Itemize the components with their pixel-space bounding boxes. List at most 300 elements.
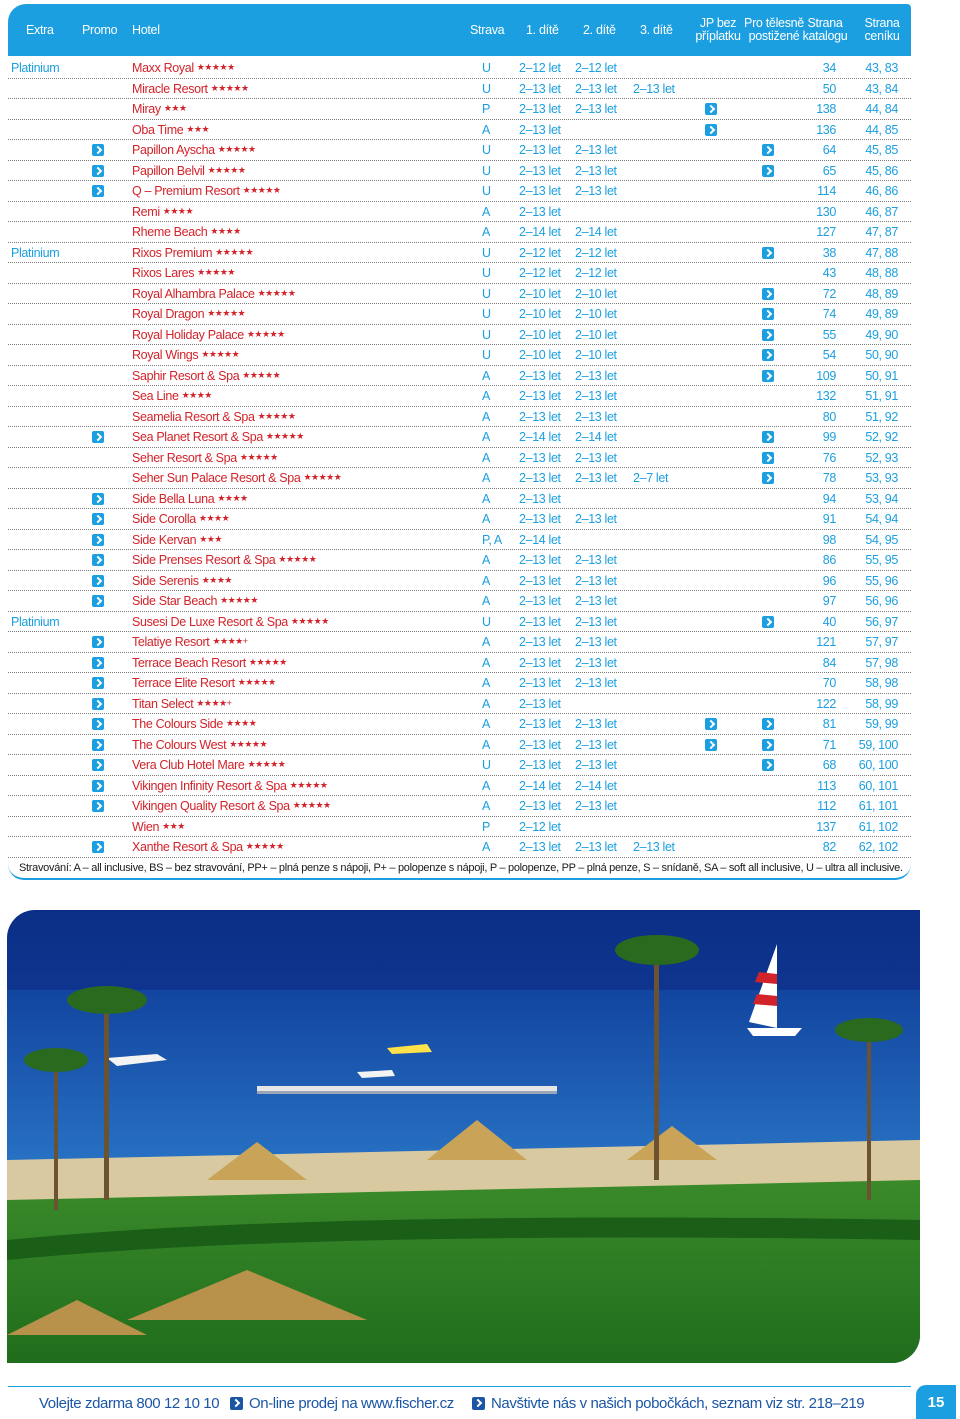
promo-arrow-icon <box>92 144 104 156</box>
catalog-page-ref[interactable]: 55 <box>822 327 836 342</box>
accessible-arrow-icon <box>762 718 774 730</box>
pricelist-page-ref[interactable]: 50, 91 <box>865 368 898 383</box>
accessible-arrow-icon <box>762 247 774 259</box>
promo-cell[interactable] <box>92 780 104 795</box>
catalog-page-ref[interactable]: 109 <box>816 368 836 383</box>
catalog-page-ref[interactable]: 81 <box>822 717 836 731</box>
pricelist-page-ref[interactable]: 54, 94 <box>865 512 898 526</box>
hotel-name[interactable] <box>132 451 278 466</box>
pricelist-page-ref[interactable]: 43, 84 <box>865 81 898 96</box>
hotel-name[interactable] <box>132 656 287 671</box>
promo-cell[interactable] <box>92 185 104 200</box>
child2-age: 2–13 let <box>575 614 617 629</box>
meal-plan: A <box>482 450 490 465</box>
hotel-name-text: Side Bella Luna <box>132 491 215 506</box>
table-row <box>8 202 911 223</box>
hotel-name[interactable] <box>132 266 235 281</box>
catalog-page-ref[interactable]: 40 <box>822 614 836 629</box>
hotel-name[interactable] <box>132 164 245 179</box>
pricelist-page-ref[interactable]: 59, 99 <box>865 717 898 731</box>
table-row <box>8 755 911 776</box>
header-child3: 3. dítě <box>640 22 673 37</box>
hotel-name[interactable] <box>132 820 185 835</box>
hotel-name[interactable] <box>132 307 245 322</box>
jp-no-surcharge <box>705 718 717 733</box>
hotel-name[interactable] <box>132 779 327 794</box>
star-rating: ★★★★★ <box>242 369 281 380</box>
child2-age: 2–13 let <box>575 409 617 424</box>
child1-age: 2–13 let <box>519 553 561 567</box>
child2-age: 2–13 let <box>575 635 617 649</box>
child1-age: 2–13 let <box>519 840 561 854</box>
footer-branches[interactable] <box>472 1395 864 1412</box>
hotel-name[interactable] <box>132 143 256 158</box>
hotel-name-text: Royal Dragon <box>132 307 205 321</box>
extra-badge: Platinium <box>11 614 60 629</box>
table-row <box>8 714 911 735</box>
star-rating: ★★★★★ <box>265 431 304 441</box>
star-rating: ★★★★★ <box>210 82 249 93</box>
star-rating: ★★★ <box>199 533 222 544</box>
header-pro-line1: Pro tělesně <box>744 16 804 30</box>
promo-cell[interactable] <box>92 718 104 733</box>
header-pro-line2: postižené <box>748 29 800 43</box>
star-rating: ★★★★★ <box>197 267 235 277</box>
promo-cell[interactable] <box>92 534 104 549</box>
catalog-page-ref[interactable]: 113 <box>817 778 836 793</box>
pricelist-page-ref[interactable]: 52, 93 <box>865 450 898 465</box>
hotel-name[interactable] <box>132 287 295 302</box>
hotel-name[interactable] <box>132 205 193 220</box>
star-rating: ★★★★+ <box>212 636 248 646</box>
hotel-name-text: Vikingen Quality Resort & Spa <box>132 799 290 813</box>
catalog-page-ref[interactable]: 130 <box>816 204 836 219</box>
pricelist-page-ref[interactable]: 60, 100 <box>858 758 898 772</box>
child2-age: 2–12 let <box>575 266 617 280</box>
jp-arrow-icon <box>705 718 717 730</box>
child1-age: 2–10 let <box>519 307 561 321</box>
promo-cell[interactable] <box>92 144 104 159</box>
meal-plan: A <box>482 778 490 793</box>
promo-cell[interactable] <box>92 554 104 569</box>
catalog-page-ref[interactable]: 121 <box>816 635 836 649</box>
hotel-name-text: Side Kervan <box>132 532 197 547</box>
table-row <box>8 796 911 817</box>
footer <box>8 1386 911 1416</box>
hotel-name[interactable] <box>132 697 231 712</box>
promo-arrow-icon <box>92 698 104 710</box>
pricelist-page-ref[interactable]: 58, 99 <box>865 696 898 711</box>
child1-age: 2–13 let <box>519 450 561 465</box>
meal-plan: A <box>482 491 490 506</box>
hotel-name[interactable] <box>132 512 229 527</box>
catalog-page-ref[interactable]: 138 <box>816 102 836 116</box>
child2-age: 2–13 let <box>575 450 617 465</box>
meal-legend: Stravování: A – all inclusive, BS – bez stravování, PP+ – plná penze s nápoji, P+ – polopenze s nápoji, P – polopenze, PP – plná penze, S – snídaně, SA – soft all inclusive, U – ultra all inclusive. <box>8 856 911 880</box>
hotel-name[interactable] <box>132 758 285 773</box>
hotel-name[interactable] <box>132 492 248 507</box>
table-row <box>8 79 911 100</box>
pricelist-page-ref[interactable]: 55, 96 <box>865 573 898 588</box>
pricelist-page-ref[interactable]: 47, 87 <box>865 225 898 239</box>
catalog-page-ref[interactable]: 98 <box>822 532 836 547</box>
promo-cell[interactable] <box>92 595 104 610</box>
star-rating: ★★★ <box>163 103 187 113</box>
accessible-room <box>762 308 774 323</box>
hotel-name-text: Side Serenis <box>132 573 199 588</box>
pricelist-page-ref[interactable]: 48, 88 <box>865 266 898 280</box>
header-hotel: Hotel <box>132 22 160 37</box>
catalog-page-ref[interactable]: 38 <box>822 245 836 260</box>
catalog-page-ref[interactable]: 91 <box>822 512 836 526</box>
table-row <box>8 694 911 715</box>
promo-cell[interactable] <box>92 677 104 692</box>
catalog-page-ref[interactable]: 78 <box>822 471 836 485</box>
table-row <box>8 161 911 182</box>
star-rating: ★★★★ <box>210 226 241 236</box>
hotel-name-text: Saphir Resort & Spa <box>132 368 240 383</box>
header-jp-line2: příplatku <box>695 29 741 43</box>
hotel-name[interactable] <box>132 574 232 589</box>
pricelist-page-ref[interactable]: 57, 97 <box>865 635 898 649</box>
pricelist-page-ref[interactable]: 55, 95 <box>865 553 898 567</box>
star-rating: ★★★★★ <box>217 144 256 154</box>
header-catalog-page <box>800 4 850 56</box>
meal-plan: A <box>482 676 490 690</box>
table-row <box>8 304 911 325</box>
catalog-page-ref[interactable]: 43 <box>822 266 836 280</box>
catalog-page-ref[interactable]: 84 <box>822 655 836 670</box>
hotel-name[interactable] <box>132 471 341 486</box>
star-rating: ★★★★ <box>217 492 248 503</box>
pricelist-page-ref[interactable]: 52, 92 <box>865 430 898 444</box>
accessible-room <box>762 739 774 754</box>
promo-cell[interactable] <box>92 759 104 774</box>
hotel-name-text: Xanthe Resort & Spa <box>132 840 243 854</box>
hotel-name[interactable] <box>132 246 253 261</box>
promo-cell[interactable] <box>92 739 104 754</box>
promo-arrow-icon <box>92 841 104 853</box>
hotel-name[interactable] <box>132 410 295 425</box>
pricelist-page-ref[interactable]: 45, 85 <box>865 143 898 157</box>
table-row <box>8 735 911 756</box>
pricelist-page-ref[interactable]: 49, 89 <box>865 307 898 321</box>
hotel-name-text: Side Star Beach <box>132 594 218 608</box>
hotel-name-text: Side Prenses Resort & Spa <box>132 553 276 567</box>
meal-plan: U <box>482 286 491 301</box>
extra-badge: Platinium <box>11 245 60 260</box>
catalog-page-ref[interactable]: 96 <box>822 573 836 588</box>
catalog-page-ref[interactable]: 34 <box>822 61 836 75</box>
catalog-page-ref[interactable]: 72 <box>822 286 836 301</box>
jp-no-surcharge <box>705 739 717 754</box>
hotel-name-text: Rixos Premium <box>132 245 213 260</box>
pricelist-page-ref[interactable]: 60, 101 <box>858 778 898 793</box>
table-row <box>8 243 911 264</box>
promo-cell[interactable] <box>92 636 104 651</box>
promo-arrow-icon <box>92 534 104 546</box>
table-row <box>8 181 911 202</box>
catalog-page-ref[interactable]: 136 <box>816 122 836 137</box>
header-strava: Strava <box>470 22 505 37</box>
pricelist-page-ref[interactable]: 44, 84 <box>865 102 898 116</box>
hotel-name[interactable] <box>132 348 239 363</box>
chevron-right-icon <box>472 1397 485 1410</box>
hotel-name[interactable] <box>132 82 249 97</box>
table-row <box>8 550 911 571</box>
pricelist-page-ref[interactable]: 48, 89 <box>865 286 898 301</box>
child1-age: 2–10 let <box>519 286 561 301</box>
promo-cell[interactable] <box>92 575 104 590</box>
hotel-name[interactable] <box>132 61 235 76</box>
meal-plan: U <box>482 143 491 157</box>
promo-cell[interactable] <box>92 493 104 508</box>
pricelist-page-ref[interactable]: 56, 97 <box>865 614 898 629</box>
child1-age: 2–13 let <box>519 696 561 711</box>
hotel-name[interactable] <box>132 717 256 732</box>
accessible-room <box>762 165 774 180</box>
promo-cell[interactable] <box>92 165 104 180</box>
table-row <box>8 837 911 858</box>
star-rating: ★★★ <box>186 123 210 134</box>
hotel-name[interactable] <box>132 184 280 199</box>
hotel-name[interactable] <box>132 635 247 650</box>
hotel-name[interactable] <box>132 369 280 384</box>
table-row <box>8 489 911 510</box>
hotel-name[interactable] <box>132 533 222 548</box>
child1-age: 2–14 let <box>519 225 561 239</box>
meal-plan: A <box>482 225 490 239</box>
catalog-page-ref[interactable]: 132 <box>816 389 836 403</box>
promo-cell[interactable] <box>92 657 104 672</box>
catalog-page-ref[interactable]: 127 <box>816 225 836 239</box>
accessible-arrow-icon <box>762 739 774 751</box>
hotel-name[interactable] <box>132 123 209 138</box>
promo-arrow-icon <box>92 493 104 505</box>
footer-online-text: On-line prodej na www.fischer.cz <box>249 1395 454 1412</box>
accessible-room <box>762 247 774 262</box>
pricelist-page-ref[interactable]: 61, 102 <box>858 819 898 834</box>
hotel-name[interactable] <box>132 840 284 855</box>
hotel-name[interactable] <box>132 676 276 691</box>
hotel-name-text: Miray <box>132 102 161 116</box>
pricelist-page-ref[interactable]: 53, 94 <box>865 491 898 506</box>
hotel-name-text: Maxx Royal <box>132 61 194 75</box>
pricelist-page-ref[interactable]: 51, 91 <box>865 389 898 403</box>
hotel-name[interactable] <box>132 102 187 117</box>
star-rating: ★★★★ <box>162 205 194 216</box>
meal-plan: A <box>482 409 490 424</box>
hotel-name-text: Seamelia Resort & Spa <box>132 409 255 424</box>
catalog-page-ref[interactable]: 86 <box>822 553 836 567</box>
jp-arrow-icon <box>705 103 717 115</box>
accessible-room <box>762 370 774 385</box>
child2-age: 2–13 let <box>575 799 617 813</box>
child1-age: 2–13 let <box>519 122 561 137</box>
pricelist-page-ref[interactable]: 44, 85 <box>865 122 898 137</box>
star-rating: ★★★★★ <box>207 164 246 175</box>
promo-arrow-icon <box>92 800 104 812</box>
child2-age: 2–14 let <box>575 430 617 444</box>
catalog-page-ref[interactable]: 74 <box>822 307 836 321</box>
table-row <box>8 386 911 407</box>
hotel-name[interactable] <box>132 594 258 609</box>
catalog-page-ref[interactable]: 82 <box>822 840 836 854</box>
table-header <box>8 4 911 56</box>
hotel-name[interactable] <box>132 553 316 568</box>
child1-age: 2–13 let <box>519 614 561 629</box>
header-catalog-line2: katalogu <box>802 29 848 43</box>
promo-cell[interactable] <box>92 841 104 856</box>
accessible-room <box>762 288 774 303</box>
header-child1: 1. dítě <box>526 22 559 37</box>
table-row <box>8 366 911 387</box>
catalog-page-ref[interactable]: 76 <box>822 450 836 465</box>
hotel-name[interactable] <box>132 225 241 240</box>
pricelist-page-ref[interactable]: 58, 98 <box>865 676 898 690</box>
pricelist-page-ref[interactable]: 51, 92 <box>865 409 898 424</box>
meal-plan: A <box>482 122 490 137</box>
child1-age: 2–13 let <box>519 758 561 772</box>
catalog-page-ref[interactable]: 80 <box>822 409 836 424</box>
catalog-page-ref[interactable]: 94 <box>822 491 836 506</box>
star-rating: ★★★★★ <box>248 656 287 667</box>
child1-age: 2–13 let <box>519 389 561 403</box>
accessible-room <box>762 329 774 344</box>
promo-arrow-icon <box>92 513 104 525</box>
pricelist-page-ref[interactable]: 43, 83 <box>865 61 898 75</box>
pricelist-page-ref[interactable]: 46, 87 <box>865 204 898 219</box>
pricelist-page-ref[interactable]: 49, 90 <box>865 327 898 342</box>
promo-cell[interactable] <box>92 431 104 446</box>
page-number: 15 <box>916 1385 956 1419</box>
accessible-room <box>762 616 774 631</box>
catalog-page-ref[interactable]: 112 <box>817 799 836 813</box>
catalog-page-ref[interactable]: 97 <box>822 594 836 608</box>
pricelist-page-ref[interactable]: 46, 86 <box>865 184 898 198</box>
resort-photo <box>7 910 920 1363</box>
child1-age: 2–12 let <box>519 245 561 260</box>
table-row <box>8 345 911 366</box>
promo-arrow-icon <box>92 780 104 792</box>
pricelist-page-ref[interactable]: 57, 98 <box>865 655 898 670</box>
child2-age: 2–13 let <box>575 655 617 670</box>
meal-plan: A <box>482 389 490 403</box>
pricelist-page-ref[interactable]: 56, 96 <box>865 594 898 608</box>
catalog-page-ref[interactable]: 65 <box>822 163 836 178</box>
catalog-page-ref[interactable]: 50 <box>822 81 836 96</box>
promo-arrow-icon <box>92 718 104 730</box>
pricelist-page-ref[interactable]: 61, 101 <box>858 799 898 813</box>
child1-age: 2–13 let <box>519 471 561 485</box>
footer-online[interactable] <box>230 1395 454 1412</box>
pricelist-page-ref[interactable]: 62, 102 <box>858 840 898 854</box>
pricelist-page-ref[interactable]: 54, 95 <box>865 532 898 547</box>
pricelist-page-ref[interactable]: 59, 100 <box>858 737 898 752</box>
meal-plan: P <box>482 102 490 116</box>
child2-age: 2–13 let <box>575 594 617 608</box>
table-row <box>8 571 911 592</box>
catalog-page-ref[interactable]: 99 <box>822 430 836 444</box>
footer-branches-text: Navštivte nás v našich pobočkách, seznam viz str. 218–219 <box>491 1395 865 1412</box>
table-row <box>8 427 911 448</box>
header-promo: Promo <box>82 22 118 37</box>
catalog-page-ref[interactable]: 114 <box>817 184 836 198</box>
meal-plan: A <box>482 471 490 485</box>
accessible-arrow-icon <box>762 308 774 320</box>
catalog-page-ref[interactable]: 68 <box>822 758 836 772</box>
hotel-name-text: Remi <box>132 204 160 219</box>
pricelist-page-ref[interactable]: 45, 86 <box>865 163 898 178</box>
hotel-name-text: Royal Wings <box>132 348 199 362</box>
hotel-name[interactable] <box>132 328 285 343</box>
catalog-page-ref[interactable]: 54 <box>822 348 836 362</box>
hotel-name[interactable] <box>132 389 212 404</box>
table-row <box>8 222 911 243</box>
promo-arrow-icon <box>92 759 104 771</box>
accessible-room <box>762 349 774 364</box>
hotel-name-text: Susesi De Luxe Resort & Spa <box>132 614 288 629</box>
extra-badge: Platinium <box>11 61 60 75</box>
table-row <box>8 817 911 838</box>
catalog-page-ref[interactable]: 64 <box>822 143 836 157</box>
accessible-arrow-icon <box>762 288 774 300</box>
pricelist-page-ref[interactable]: 50, 90 <box>865 348 898 362</box>
accessible-arrow-icon <box>762 144 774 156</box>
hotel-name-text: Royal Holiday Palace <box>132 327 244 342</box>
promo-cell[interactable] <box>92 513 104 528</box>
promo-arrow-icon <box>92 575 104 587</box>
catalog-page-ref[interactable]: 122 <box>816 696 836 711</box>
promo-cell[interactable] <box>92 698 104 713</box>
table-row <box>8 120 911 141</box>
catalog-page-ref[interactable]: 137 <box>816 819 836 834</box>
header-pro <box>739 4 809 56</box>
meal-plan: U <box>482 163 491 178</box>
child2-age: 2–13 let <box>575 102 617 116</box>
meal-plan: U <box>482 307 491 321</box>
catalog-page-ref[interactable]: 71 <box>822 737 836 752</box>
pricelist-page-ref[interactable]: 47, 88 <box>865 245 898 260</box>
promo-cell[interactable] <box>92 800 104 815</box>
child1-age: 2–13 let <box>519 184 561 198</box>
child1-age: 2–13 let <box>519 368 561 383</box>
child2-age: 2–13 let <box>575 573 617 588</box>
child1-age: 2–13 let <box>519 163 561 178</box>
catalog-page-ref[interactable]: 70 <box>822 676 836 690</box>
hotel-name[interactable] <box>132 799 331 814</box>
hotel-name[interactable] <box>132 615 329 630</box>
accessible-arrow-icon <box>762 472 774 484</box>
meal-plan: U <box>482 327 491 342</box>
hotel-name[interactable] <box>132 430 304 445</box>
pricelist-page-ref[interactable]: 53, 93 <box>865 471 898 485</box>
star-rating: ★★★★★ <box>257 287 296 298</box>
meal-plan: U <box>482 61 491 75</box>
child1-age: 2–12 let <box>519 61 561 75</box>
table-row <box>8 284 911 305</box>
promo-arrow-icon <box>92 595 104 607</box>
hotel-name[interactable] <box>132 738 267 753</box>
child1-age: 2–13 let <box>519 204 561 219</box>
table-row <box>8 325 911 346</box>
child1-age: 2–13 let <box>519 491 561 506</box>
footer-phone[interactable] <box>39 1395 219 1412</box>
child1-age: 2–13 let <box>519 635 561 649</box>
star-rating: ★★★★★ <box>201 349 240 359</box>
meal-plan: U <box>482 245 491 260</box>
child2-age: 2–13 let <box>575 512 617 526</box>
